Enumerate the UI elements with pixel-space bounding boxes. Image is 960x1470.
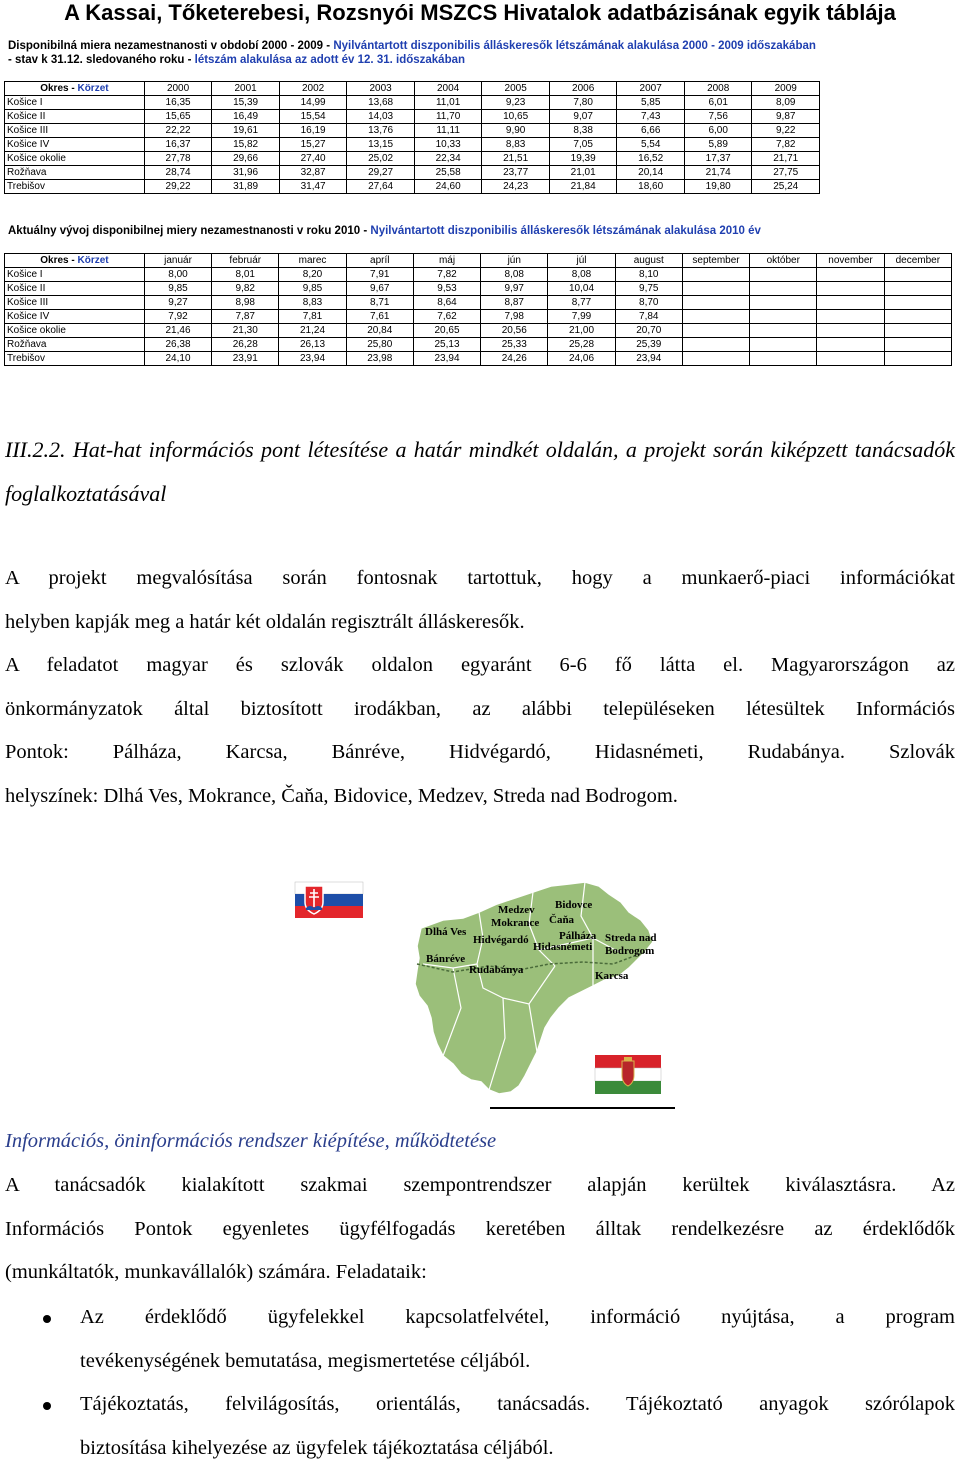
bullet-dot-icon bbox=[43, 1402, 51, 1410]
table-cell: 7,80 bbox=[549, 96, 617, 110]
table-cell bbox=[682, 338, 749, 352]
table2-header-month: december bbox=[884, 254, 951, 268]
table-cell: 16,37 bbox=[144, 138, 212, 152]
table-cell: 9,23 bbox=[482, 96, 550, 110]
table-cell: 7,91 bbox=[346, 268, 413, 282]
table-cell: 23,98 bbox=[346, 352, 413, 366]
table-cell: 13,15 bbox=[347, 138, 415, 152]
table1-caption2-sk: - stav k 31.12. sledovaného roku - bbox=[8, 54, 195, 66]
table-cell: 9,07 bbox=[549, 110, 617, 124]
table-cell: 9,27 bbox=[144, 296, 211, 310]
table-cell bbox=[750, 338, 817, 352]
row-label: Košice II bbox=[5, 110, 145, 124]
table1-caption-sk: Disponibilná miera nezamestnanosti v období 2000 - 2009 bbox=[8, 40, 323, 52]
table-row bbox=[5, 338, 952, 352]
table-cell: 14,03 bbox=[347, 110, 415, 124]
table-row bbox=[5, 352, 952, 366]
row-label: Košice okolie bbox=[5, 152, 145, 166]
map-label-medzev: Medzev bbox=[498, 904, 535, 916]
table-cell bbox=[817, 310, 884, 324]
table-cell bbox=[682, 324, 749, 338]
table-cell bbox=[750, 324, 817, 338]
paragraph-line: (munkáltatók, munkavállalók) számára. Feladataik: bbox=[5, 1251, 955, 1295]
table-cell: 20,56 bbox=[481, 324, 548, 338]
table1-header-year: 2003 bbox=[347, 82, 415, 96]
table1-caption2-hu: létszám alakulása az adott év 12. 31. időszakában bbox=[195, 54, 465, 66]
table-cell: 21,46 bbox=[144, 324, 211, 338]
row-label: Rožňava bbox=[5, 338, 145, 352]
map-label-streda: Streda nad bbox=[605, 932, 656, 944]
table-cell: 20,84 bbox=[346, 324, 413, 338]
table-cell: 22,22 bbox=[144, 124, 212, 138]
table-cell: 16,19 bbox=[279, 124, 347, 138]
bullet-line: tevékenységének bemutatása, megismertetése céljából. bbox=[80, 1340, 955, 1384]
table-cell: 25,80 bbox=[346, 338, 413, 352]
table2-header-month: október bbox=[750, 254, 817, 268]
table-cell: 16,49 bbox=[212, 110, 280, 124]
table-cell: 29,27 bbox=[347, 166, 415, 180]
table2-header-okres: Okres - Körzet bbox=[5, 254, 145, 268]
table-cell bbox=[682, 352, 749, 366]
page-title: A Kassai, Tőketerebesi, Rozsnyói MSZCS Hivatalok adatbázisának egyik táblája bbox=[0, 0, 960, 26]
table-cell: 17,37 bbox=[684, 152, 752, 166]
table-cell: 10,04 bbox=[548, 282, 615, 296]
table-cell: 24,26 bbox=[481, 352, 548, 366]
table-cell: 23,94 bbox=[413, 352, 480, 366]
paragraph-line: A tanácsadók kialakított szakmai szempontrendszer alapján kerültek kiválasztásra. Az bbox=[5, 1164, 955, 1208]
table2-header-month: november bbox=[817, 254, 884, 268]
table-cell: 21,71 bbox=[752, 152, 820, 166]
table1-header-year: 2005 bbox=[482, 82, 550, 96]
table1-header-year: 2009 bbox=[752, 82, 820, 96]
table2-header-month: marec bbox=[279, 254, 346, 268]
table-row bbox=[5, 152, 820, 166]
table-cell: 14,99 bbox=[279, 96, 347, 110]
table1-header-row bbox=[5, 82, 820, 96]
map-label-karcsa: Karcsa bbox=[595, 970, 629, 982]
table1-header-year: 2001 bbox=[212, 82, 280, 96]
table-cell: 8,10 bbox=[615, 268, 682, 282]
table-cell: 8,09 bbox=[752, 96, 820, 110]
paragraph-line: helyben kapják meg a határ két oldalán regisztrált álláskeresők. bbox=[5, 601, 955, 645]
table-cell: 21,01 bbox=[549, 166, 617, 180]
bullet-line: biztosítása kihelyezése az ügyfelek tájékoztatása céljából. bbox=[80, 1427, 955, 1470]
paragraph-line: Pontok: Pálháza, Karcsa, Bánréve, Hidvégardó, Hidasnémeti, Rudabánya. Szlovák bbox=[5, 731, 955, 775]
table-cell: 8,70 bbox=[615, 296, 682, 310]
table-cell: 7,43 bbox=[617, 110, 685, 124]
table-cell: 31,89 bbox=[212, 180, 280, 194]
table-cell: 8,83 bbox=[482, 138, 550, 152]
table-cell: 27,75 bbox=[752, 166, 820, 180]
paragraph-line: A projekt megvalósítása során fontosnak tartottuk, hogy a munkaerő-piaci információkat bbox=[5, 557, 955, 601]
table2-header-month: august bbox=[615, 254, 682, 268]
table2-header-month: júl bbox=[548, 254, 615, 268]
table-cell: 27,40 bbox=[279, 152, 347, 166]
table1-header-okres: Okres - Körzet bbox=[5, 82, 145, 96]
table-cell: 6,01 bbox=[684, 96, 752, 110]
table-cell bbox=[682, 268, 749, 282]
table-cell: 9,22 bbox=[752, 124, 820, 138]
table-cell bbox=[817, 352, 884, 366]
table-cell: 9,87 bbox=[752, 110, 820, 124]
map-label-rudabanya: Rudabánya bbox=[469, 964, 524, 976]
table-cell: 24,23 bbox=[482, 180, 550, 194]
table-cell: 24,60 bbox=[414, 180, 482, 194]
table-cell: 9,90 bbox=[482, 124, 550, 138]
table-cell: 11,11 bbox=[414, 124, 482, 138]
table-cell: 25,58 bbox=[414, 166, 482, 180]
row-label: Košice II bbox=[5, 282, 145, 296]
row-label: Košice I bbox=[5, 268, 145, 282]
table1 bbox=[4, 81, 820, 194]
table-cell: 9,53 bbox=[413, 282, 480, 296]
section2-title: Információs, öninformációs rendszer kiépítése, működtetése bbox=[5, 1124, 496, 1158]
table-cell: 21,51 bbox=[482, 152, 550, 166]
table2-header-month: september bbox=[682, 254, 749, 268]
row-label: Trebišov bbox=[5, 180, 145, 194]
paragraph-2 bbox=[5, 1164, 955, 1295]
table-cell bbox=[817, 282, 884, 296]
table2-header-month: február bbox=[212, 254, 279, 268]
table-cell: 9,97 bbox=[481, 282, 548, 296]
table-cell: 8,20 bbox=[279, 268, 346, 282]
table-cell: 24,06 bbox=[548, 352, 615, 366]
table-cell: 25,39 bbox=[615, 338, 682, 352]
map-underline bbox=[490, 1107, 675, 1109]
table-cell: 9,85 bbox=[144, 282, 211, 296]
table-cell: 15,65 bbox=[144, 110, 212, 124]
table-cell: 7,99 bbox=[548, 310, 615, 324]
table-cell: 25,33 bbox=[481, 338, 548, 352]
table-cell: 8,98 bbox=[212, 296, 279, 310]
table-cell: 8,00 bbox=[144, 268, 211, 282]
map-label-cana: Čaňa bbox=[549, 913, 575, 926]
table-cell: 21,84 bbox=[549, 180, 617, 194]
table-row bbox=[5, 310, 952, 324]
table-cell: 9,85 bbox=[279, 282, 346, 296]
table1-header-year: 2008 bbox=[684, 82, 752, 96]
table-cell: 8,71 bbox=[346, 296, 413, 310]
table-cell: 15,27 bbox=[279, 138, 347, 152]
table-cell: 19,61 bbox=[212, 124, 280, 138]
table-cell: 7,61 bbox=[346, 310, 413, 324]
table2-header-month: jún bbox=[481, 254, 548, 268]
table2-header-month: máj bbox=[413, 254, 480, 268]
table-cell: 7,87 bbox=[212, 310, 279, 324]
table-row bbox=[5, 296, 952, 310]
table-cell: 7,82 bbox=[752, 138, 820, 152]
table-cell: 25,02 bbox=[347, 152, 415, 166]
table-row bbox=[5, 110, 820, 124]
table-row bbox=[5, 268, 952, 282]
table-cell: 20,14 bbox=[617, 166, 685, 180]
table-cell: 29,22 bbox=[144, 180, 212, 194]
table-cell: 26,13 bbox=[279, 338, 346, 352]
table2-header-row bbox=[5, 254, 952, 268]
table-cell: 10,65 bbox=[482, 110, 550, 124]
table-cell: 7,81 bbox=[279, 310, 346, 324]
paragraph-line: helyszínek: Dlhá Ves, Mokrance, Čaňa, Bidovice, Medzev, Streda nad Bodrogom. bbox=[5, 775, 955, 819]
region-map bbox=[293, 868, 675, 1113]
hungarian-flag-icon bbox=[595, 1055, 661, 1094]
table-cell: 8,64 bbox=[413, 296, 480, 310]
table-cell: 8,01 bbox=[212, 268, 279, 282]
table-cell: 8,83 bbox=[279, 296, 346, 310]
table-cell: 27,78 bbox=[144, 152, 212, 166]
table-cell bbox=[682, 296, 749, 310]
table-row bbox=[5, 324, 952, 338]
table-cell: 7,05 bbox=[549, 138, 617, 152]
row-label: Rožňava bbox=[5, 166, 145, 180]
table-cell: 19,39 bbox=[549, 152, 617, 166]
table-cell: 8,77 bbox=[548, 296, 615, 310]
table-cell: 25,24 bbox=[752, 180, 820, 194]
table-cell bbox=[884, 338, 951, 352]
region-map-svg bbox=[293, 868, 675, 1113]
table-cell: 10,33 bbox=[414, 138, 482, 152]
bullet-dot-icon bbox=[43, 1315, 51, 1323]
table-cell: 29,66 bbox=[212, 152, 280, 166]
paragraph-line: Információs Pontok egyenletes ügyfélfogadás keretében álltak rendelkezésre az érdeklődők bbox=[5, 1208, 955, 1252]
table-cell: 11,70 bbox=[414, 110, 482, 124]
map-label-banreve: Bánréve bbox=[426, 953, 465, 965]
table-cell: 26,38 bbox=[144, 338, 211, 352]
table2-header-month: apríl bbox=[346, 254, 413, 268]
table1-caption: Disponibilná miera nezamestnanosti v období 2000 - 2009 - Nyilvántartott diszponibilis álláskeresők létszámának alakulása 2000 - 2009 időszakában - stav k 31.12. sledovaného roku - létszám alakulása az adott év 12. 31. időszakában bbox=[8, 39, 956, 67]
table-row bbox=[5, 282, 952, 296]
table-row bbox=[5, 124, 820, 138]
table-cell: 5,54 bbox=[617, 138, 685, 152]
paragraph-line: A feladatot magyar és szlovák oldalon egyaránt 6-6 fő látta el. Magyarországon az bbox=[5, 644, 955, 688]
table-cell bbox=[817, 324, 884, 338]
table2-caption-sk: Aktuálny vývoj disponibilnej miery nezamestnanosti v roku 2010 bbox=[8, 225, 360, 237]
table-cell: 28,74 bbox=[144, 166, 212, 180]
table-cell: 6,00 bbox=[684, 124, 752, 138]
table-cell: 9,67 bbox=[346, 282, 413, 296]
table-cell: 7,98 bbox=[481, 310, 548, 324]
table-cell bbox=[682, 310, 749, 324]
table-cell: 22,34 bbox=[414, 152, 482, 166]
table-cell: 26,28 bbox=[212, 338, 279, 352]
table-cell: 5,85 bbox=[617, 96, 685, 110]
row-label: Košice III bbox=[5, 124, 145, 138]
table-cell: 6,66 bbox=[617, 124, 685, 138]
table-cell: 18,60 bbox=[617, 180, 685, 194]
table-cell: 8,08 bbox=[481, 268, 548, 282]
table-cell: 27,64 bbox=[347, 180, 415, 194]
table-cell: 21,00 bbox=[548, 324, 615, 338]
table-row bbox=[5, 180, 820, 194]
table-cell: 25,28 bbox=[548, 338, 615, 352]
table-cell bbox=[750, 310, 817, 324]
table-cell: 7,84 bbox=[615, 310, 682, 324]
table1-header-year: 2002 bbox=[279, 82, 347, 96]
table-cell: 31,96 bbox=[212, 166, 280, 180]
table-row bbox=[5, 138, 820, 152]
table-cell: 21,30 bbox=[212, 324, 279, 338]
table-cell: 16,35 bbox=[144, 96, 212, 110]
map-label-mokrance: Mokrance bbox=[491, 917, 539, 929]
row-label: Košice IV bbox=[5, 138, 145, 152]
table-cell: 5,89 bbox=[684, 138, 752, 152]
table-cell bbox=[817, 268, 884, 282]
map-label-hidasnemeti: Hidasnémeti bbox=[533, 941, 592, 953]
table-cell bbox=[884, 352, 951, 366]
row-label: Košice okolie bbox=[5, 324, 145, 338]
table-cell: 9,75 bbox=[615, 282, 682, 296]
map-label-bidovce: Bidovce bbox=[555, 899, 592, 911]
table-cell: 8,38 bbox=[549, 124, 617, 138]
bullet-line: Az érdeklődő ügyfelekkel kapcsolatfelvétel, információ nyújtása, a program bbox=[80, 1296, 955, 1340]
table-cell: 7,62 bbox=[413, 310, 480, 324]
table-cell bbox=[682, 282, 749, 296]
table-cell: 13,68 bbox=[347, 96, 415, 110]
row-label: Košice III bbox=[5, 296, 145, 310]
table-cell: 7,82 bbox=[413, 268, 480, 282]
map-label-bodrogom: Bodrogom bbox=[605, 945, 654, 957]
table-cell: 15,82 bbox=[212, 138, 280, 152]
table-cell bbox=[884, 268, 951, 282]
table-cell bbox=[884, 282, 951, 296]
table-cell: 23,94 bbox=[279, 352, 346, 366]
table2-header-month: január bbox=[144, 254, 211, 268]
map-label-palhaza: Pálháza bbox=[559, 930, 597, 942]
map-label-dlha-ves: Dlhá Ves bbox=[425, 926, 467, 938]
table-cell: 20,70 bbox=[615, 324, 682, 338]
table-cell: 8,08 bbox=[548, 268, 615, 282]
slovak-flag-icon bbox=[295, 882, 363, 918]
table-cell: 25,13 bbox=[413, 338, 480, 352]
paragraph-1 bbox=[5, 557, 955, 818]
table-cell bbox=[817, 338, 884, 352]
table1-header-year: 2000 bbox=[144, 82, 212, 96]
section-heading: III.2.2. Hat-hat információs pont létesítése a határ mindkét oldalán, a projekt során kiképzett tanácsadók foglalkoztatásával bbox=[5, 428, 955, 516]
table-cell bbox=[750, 268, 817, 282]
table1-caption-hu: Nyilvántartott diszponibilis álláskeresők létszámának alakulása 2000 - 2009 időszakában bbox=[333, 40, 816, 52]
table-cell: 32,87 bbox=[279, 166, 347, 180]
table-cell: 23,77 bbox=[482, 166, 550, 180]
table-cell bbox=[750, 282, 817, 296]
table-cell bbox=[884, 324, 951, 338]
table-cell: 23,91 bbox=[212, 352, 279, 366]
table-cell: 13,76 bbox=[347, 124, 415, 138]
table-cell: 7,56 bbox=[684, 110, 752, 124]
table-row bbox=[5, 96, 820, 110]
table-cell bbox=[750, 296, 817, 310]
table-cell: 15,39 bbox=[212, 96, 280, 110]
map-label-hidvegardo: Hidvégardó bbox=[473, 934, 529, 946]
table-cell bbox=[884, 296, 951, 310]
table-cell: 19,80 bbox=[684, 180, 752, 194]
table1-header-year: 2006 bbox=[549, 82, 617, 96]
table-cell: 9,82 bbox=[212, 282, 279, 296]
table2 bbox=[4, 253, 952, 366]
bullet-line: Tájékoztatás, felvilágosítás, orientálás, tanácsadás. Tájékoztató anyagok szórólapok bbox=[80, 1383, 955, 1427]
table2-caption-hu: Nyilvántartott diszponibilis álláskeresők létszámának alakulása 2010 év bbox=[370, 225, 761, 237]
table-cell: 7,92 bbox=[144, 310, 211, 324]
table-cell: 20,65 bbox=[413, 324, 480, 338]
table-cell bbox=[817, 296, 884, 310]
row-label: Košice I bbox=[5, 96, 145, 110]
table1-header-year: 2007 bbox=[617, 82, 685, 96]
table-cell: 21,24 bbox=[279, 324, 346, 338]
table-row bbox=[5, 166, 820, 180]
table-cell: 21,74 bbox=[684, 166, 752, 180]
table-cell: 11,01 bbox=[414, 96, 482, 110]
paragraph-line: önkormányzatok által biztosított irodákban, az alábbi településeken létesültek Információs bbox=[5, 688, 955, 732]
row-label: Trebišov bbox=[5, 352, 145, 366]
table2-caption: Aktuálny vývoj disponibilnej miery nezamestnanosti v roku 2010 - Nyilvántartott diszponibilis álláskeresők létszámának alakulása 2010 év bbox=[8, 224, 956, 238]
table-cell bbox=[750, 352, 817, 366]
table-cell: 31,47 bbox=[279, 180, 347, 194]
table1-header-year: 2004 bbox=[414, 82, 482, 96]
table-cell: 15,54 bbox=[279, 110, 347, 124]
table-cell bbox=[884, 310, 951, 324]
table-cell: 16,52 bbox=[617, 152, 685, 166]
table-cell: 8,87 bbox=[481, 296, 548, 310]
table-cell: 24,10 bbox=[144, 352, 211, 366]
table-cell: 23,94 bbox=[615, 352, 682, 366]
row-label: Košice IV bbox=[5, 310, 145, 324]
